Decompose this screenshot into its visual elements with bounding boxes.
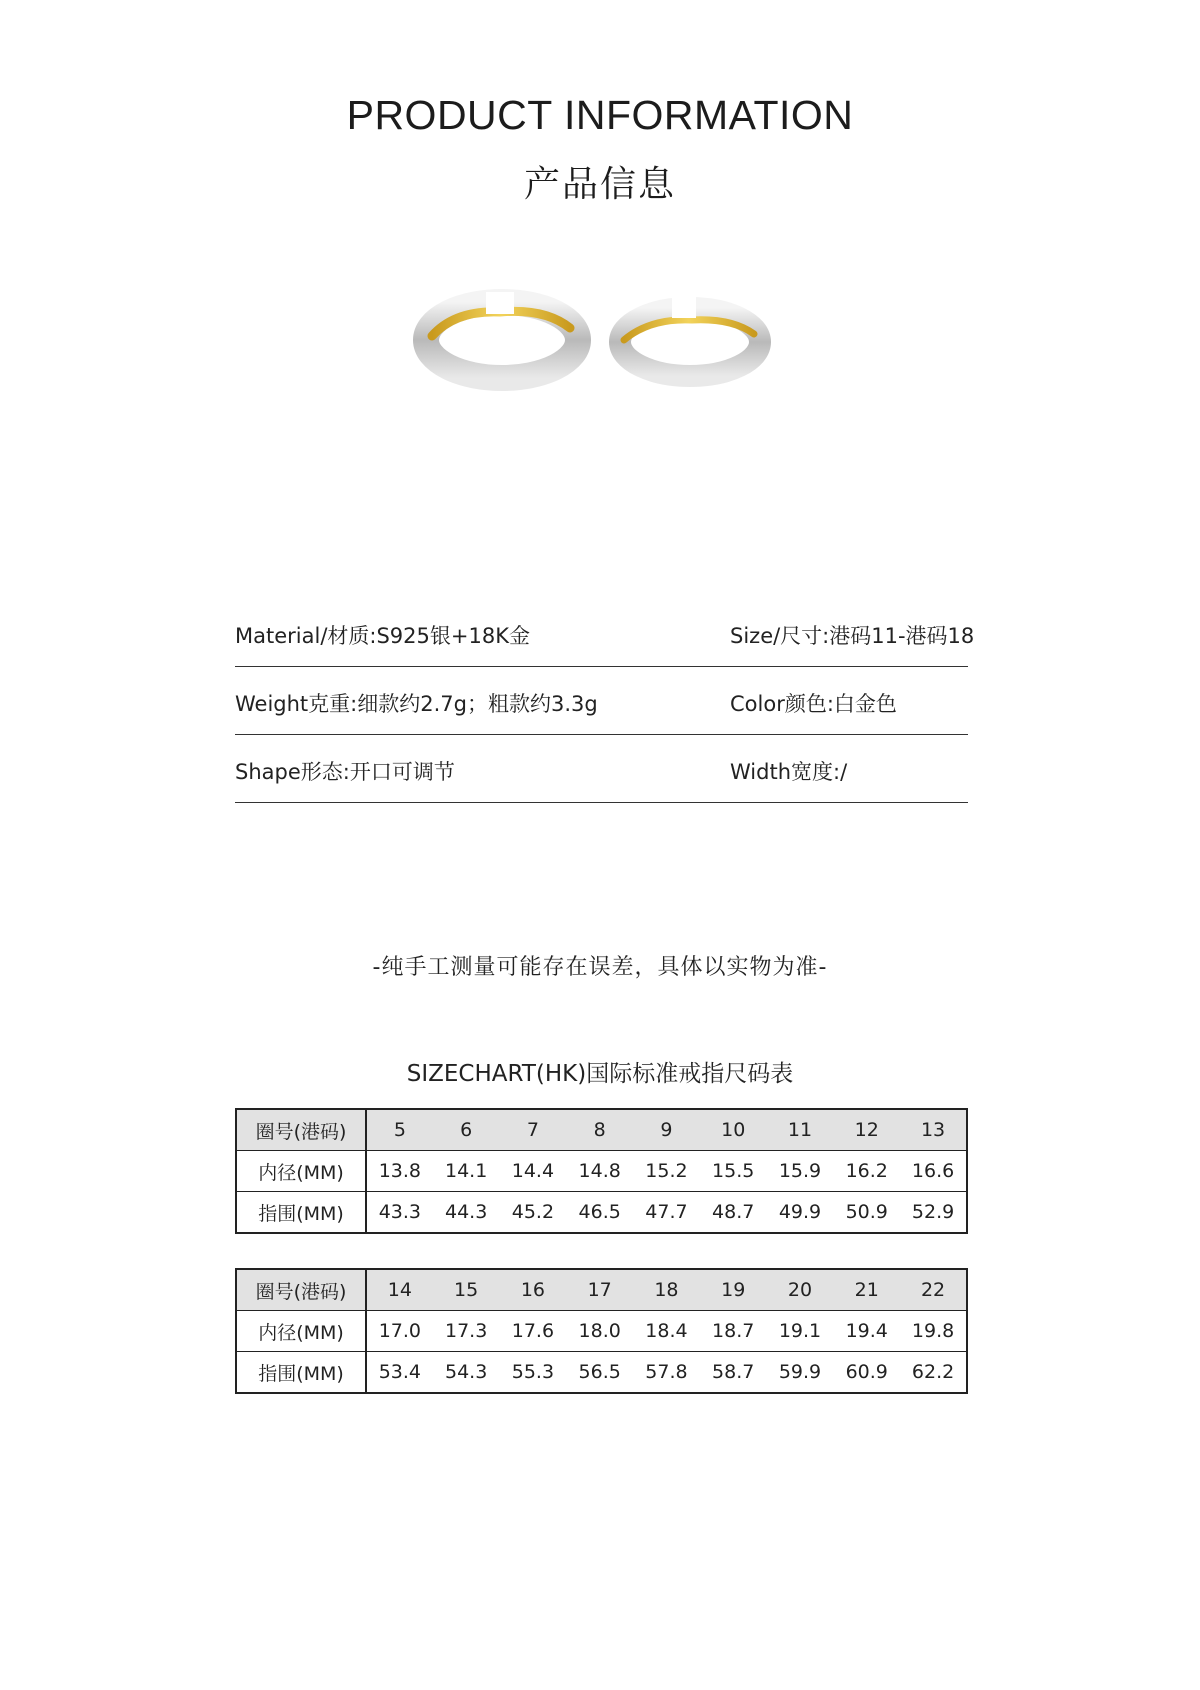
ring-right [620,296,760,376]
size-cell: 7 [526,1119,539,1141]
size-cell: 11 [787,1119,813,1141]
size-cell: 14.1 [444,1160,488,1182]
ring-product-image [410,280,790,440]
spec-row-weight-color [235,668,968,735]
size-cell: 15.2 [645,1160,688,1182]
size-cell: 18.7 [712,1320,755,1342]
size-cell: 19.4 [845,1320,888,1342]
row-label: 指围(MM) [236,1192,366,1234]
size-cell: 46.5 [578,1201,621,1223]
spec-row-material-size [235,600,975,667]
size-cell: 44.3 [444,1201,488,1223]
size-cell: 21 [854,1279,879,1301]
table-row [236,1109,967,1151]
row-label: 指围(MM) [236,1352,366,1394]
size-cell: 14.8 [578,1160,621,1182]
size-cell: 18 [654,1279,679,1301]
size-cell: 50.9 [845,1201,888,1223]
table-row [236,1352,967,1394]
size-cell: 22 [920,1279,946,1301]
size-cell: 15 [454,1279,479,1301]
size-cell: 14.4 [511,1160,555,1182]
row-label: 内径(MM) [236,1311,366,1352]
row-label: 圈号(港码) [236,1269,366,1311]
size-cell: 13.8 [378,1160,422,1182]
spec-row-shape-width [235,736,968,803]
size-cell: 5 [393,1119,406,1141]
page-title-cn: 产品信息 [523,164,676,205]
spec-color: Color颜色:白金色 [730,692,897,716]
size-cell: 13 [920,1119,946,1141]
size-cell: 17.0 [378,1320,422,1342]
table-row [236,1269,967,1311]
size-cell: 43.3 [378,1201,422,1223]
size-cell: 62.2 [911,1361,955,1383]
row-label: 圈号(港码) [236,1109,366,1151]
size-cell: 6 [460,1119,473,1141]
page-title-en: PRODUCT INFORMATION [346,92,854,138]
size-cell: 12 [854,1119,879,1141]
spec-shape: Shape形态:开口可调节 [235,760,455,784]
table-row [236,1192,967,1234]
size-cell: 17 [587,1279,612,1301]
spec-size: Size/尺寸:港码11-港码18 [730,624,975,648]
size-cell: 14 [387,1279,412,1301]
size-cell: 54.3 [444,1361,488,1383]
size-cell: 19.1 [778,1320,822,1342]
table-row [236,1311,967,1352]
size-cell: 16 [520,1279,545,1301]
size-cell: 18.4 [645,1320,688,1342]
size-cell: 15.5 [712,1160,755,1182]
size-cell: 17.6 [511,1320,555,1342]
size-cell: 47.7 [645,1201,688,1223]
row-label: 内径(MM) [236,1151,366,1192]
size-cell: 52.9 [911,1201,955,1223]
size-cell: 16.2 [845,1160,888,1182]
spec-weight: Weight克重:细款约2.7g；粗款约3.3g [235,692,598,716]
size-cell: 57.8 [645,1361,688,1383]
size-cell: 19.8 [911,1320,955,1342]
size-cell: 53.4 [378,1361,422,1383]
size-cell: 10 [721,1119,746,1141]
size-chart-title: SIZECHART(HK)国际标准戒指尺码表 [406,1061,794,1087]
size-cell: 19 [721,1279,746,1301]
size-cell: 16.6 [911,1160,955,1182]
size-cell: 8 [593,1119,606,1141]
spec-material: Material/材质:S925银+18K金 [235,624,530,648]
size-cell: 49.9 [778,1201,822,1223]
size-cell: 56.5 [578,1361,621,1383]
size-cell: 60.9 [845,1361,888,1383]
size-cell: 15.9 [778,1160,822,1182]
size-cell: 9 [660,1119,673,1141]
size-cell: 17.3 [444,1320,488,1342]
size-cell: 48.7 [712,1201,755,1223]
size-cell: 59.9 [778,1361,822,1383]
size-table-2 [235,1268,968,1394]
size-cell: 20 [787,1279,813,1301]
size-cell: 58.7 [712,1361,755,1383]
size-cell: 45.2 [511,1201,555,1223]
measurement-note: -纯手工测量可能存在误差，具体以实物为准- [372,955,828,980]
ring-left [426,292,578,378]
size-cell: 18.0 [578,1320,621,1342]
spec-width: Width宽度:/ [730,760,848,784]
size-cell: 55.3 [511,1361,555,1383]
table-row [236,1151,967,1192]
size-table-1 [235,1108,968,1234]
